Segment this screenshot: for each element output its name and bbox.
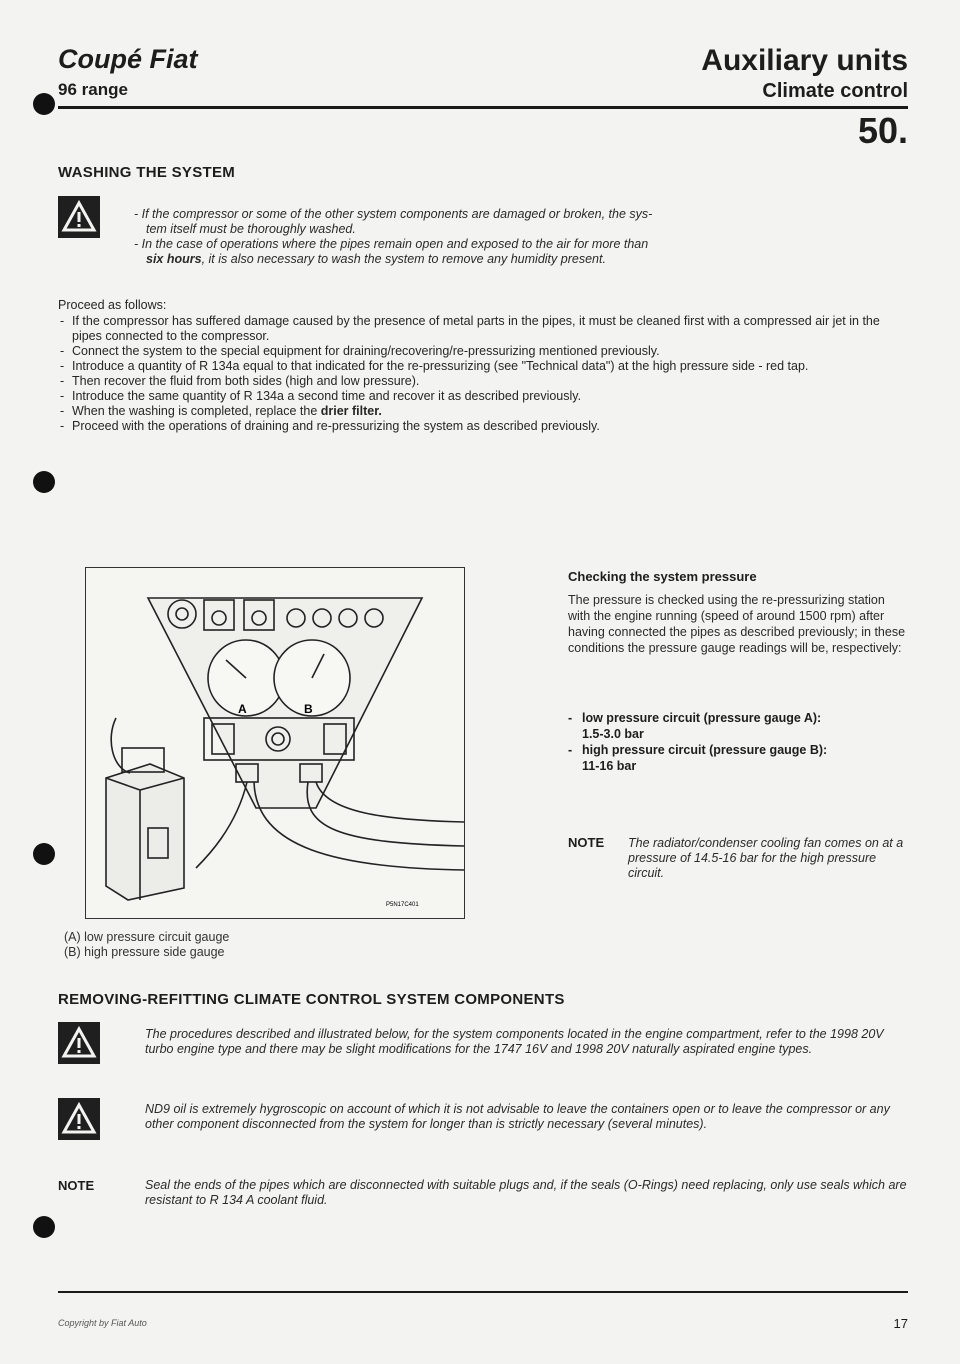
warning-icon [58, 1098, 100, 1140]
binder-hole [33, 843, 55, 865]
washing-heading: WASHING THE SYSTEM [58, 164, 236, 181]
figure-code: P5N17C401 [386, 902, 419, 908]
list-item: - Then recover the fluid from both sides (high and low pressure). [58, 374, 908, 389]
model-range: 96 range [58, 80, 128, 99]
high-pressure-label: high pressure circuit (pressure gauge B): [582, 743, 828, 757]
warning-icon [58, 196, 100, 238]
list-item: - Connect the system to the special equipment for draining/recovering/re-pressurizing mentioned previously. [58, 344, 908, 359]
manifold-gauge-illustration [86, 568, 464, 918]
binder-hole [33, 1216, 55, 1238]
low-pressure-reading: - low pressure circuit (pressure gauge A): 1.5-3.0 bar [568, 711, 822, 741]
list-item: - Introduce the same quantity of R 134a a second time and recover it as described previously. [58, 389, 908, 404]
caption-gauge-b: (B) high pressure side gauge [64, 945, 225, 959]
warning-icon [58, 1022, 100, 1064]
checking-heading: Checking the system pressure [568, 569, 757, 584]
note-label: NOTE [568, 835, 605, 850]
list-item: - When the washing is completed, replace the drier filter. [58, 404, 908, 419]
engine-type-warning: The procedures described and illustrated below, for the system components located in the engine compartment, refer to the 1998 20V turbo engine type and there may be slight modifications for the 1747 16V and 1998 20V naturally aspirated engine types. [145, 1027, 884, 1056]
section-title: Auxiliary units [701, 44, 908, 77]
high-pressure-value: 11-16 bar [582, 759, 637, 773]
removing-heading: REMOVING-REFITTING CLIMATE CONTROL SYSTEM COMPONENTS [58, 991, 565, 1008]
gauge-b-label: B [304, 702, 313, 716]
list-item: - Introduce a quantity of R 134a equal to that indicated for the re-pressurizing (see "Technical data") at the high pressure side - red tap. [58, 359, 908, 374]
header-rule [58, 106, 908, 109]
low-pressure-value: 1.5-3.0 bar [582, 727, 644, 741]
copyright: Copyright by Fiat Auto [58, 1318, 147, 1328]
chapter-number: 50. [857, 110, 908, 151]
warning-line: six hours, it is also necessary to wash the system to remove any humidity present. [146, 252, 606, 266]
checking-body: The pressure is checked using the re-pressurizing station with the engine running (speed of around 1500 rpm) after having connected the pipes as described previously; in these conditions the pressure gauge readings will be, respectively: [568, 593, 906, 655]
warning-line: - In the case of operations where the pipes remain open and exposed to the air for more than [134, 237, 649, 251]
warning-line: tem itself must be thoroughly washed. [146, 222, 356, 236]
caption-gauge-a: (A) low pressure circuit gauge [64, 930, 230, 944]
oil-warning: ND9 oil is extremely hygroscopic on account of which it is not advisable to leave the containers open or to leave the compressor or any other component disconnected from the system for longer than is strictly necessary (several minutes). [145, 1102, 890, 1131]
binder-hole [33, 93, 55, 115]
washing-intro: Proceed as follows: [58, 298, 167, 312]
note-label: NOTE [58, 1178, 95, 1193]
footer-rule [58, 1291, 908, 1293]
fan-note: The radiator/condenser cooling fan comes on at a pressure of 14.5-16 bar for the high pressure circuit. [628, 836, 904, 880]
brand-title: Coupé Fiat [58, 44, 198, 74]
warning-line: - If the compressor or some of the other system components are damaged or broken, the sys- [134, 207, 653, 221]
list-item: - If the compressor has suffered damage caused by the presence of metal parts in the pipes, it must be cleaned first with a compressed air jet in the pipes connected to the compressor. [58, 314, 908, 344]
washing-steps [58, 314, 908, 434]
low-pressure-label: low pressure circuit (pressure gauge A): [582, 711, 822, 725]
manifold-gauge-figure [85, 567, 465, 919]
gauge-a-label: A [238, 702, 247, 716]
washing-warning [134, 207, 914, 267]
page-number: 17 [893, 1316, 908, 1331]
binder-hole [33, 471, 55, 493]
list-item: - Proceed with the operations of draining and re-pressurizing the system as described previously. [58, 419, 908, 434]
seals-note: Seal the ends of the pipes which are disconnected with suitable plugs and, if the seals (O-Rings) need replacing, only use seals which are resistant to R 134 A coolant fluid. [145, 1178, 907, 1207]
subsection-title: Climate control [762, 80, 908, 102]
high-pressure-reading: - high pressure circuit (pressure gauge B): 11-16 bar [568, 743, 828, 773]
